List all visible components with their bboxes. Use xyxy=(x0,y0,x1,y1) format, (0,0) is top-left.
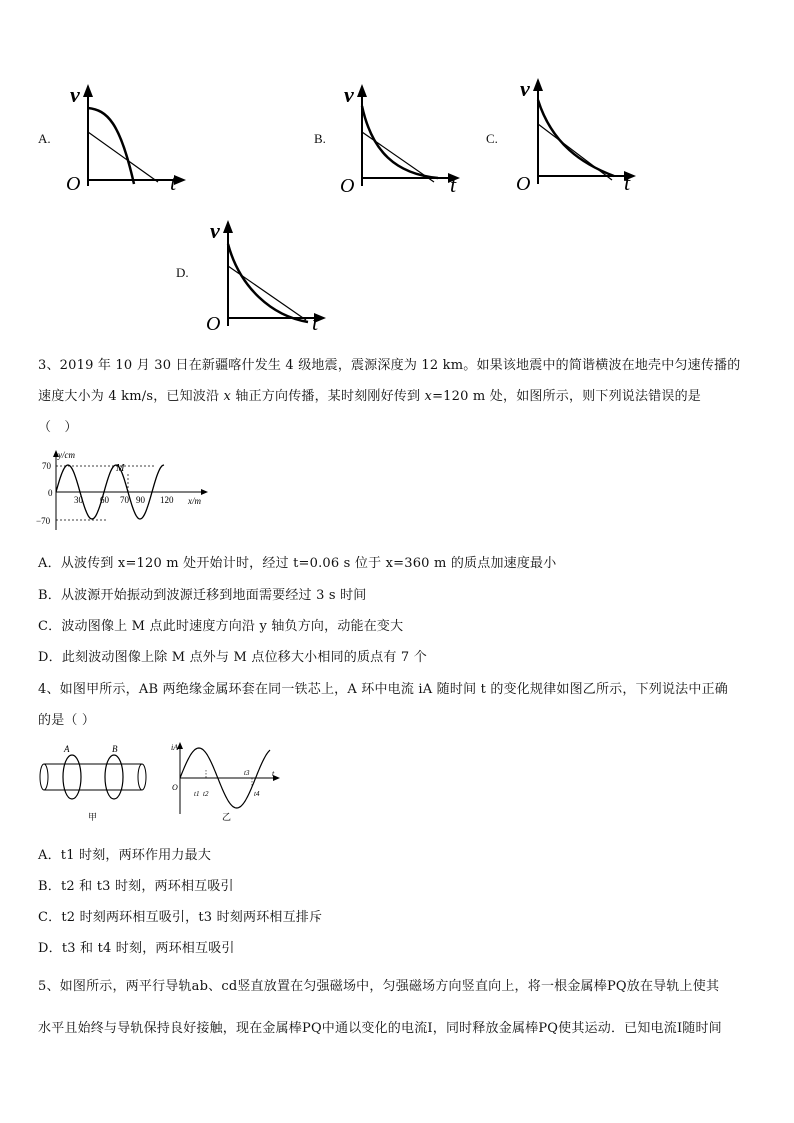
figure-yi-t1: t1 xyxy=(194,790,200,798)
q3-line2: 速度大小为 4 km/s，已知波沿 x 轴正方向传播，某时刻刚好传到 x=120 m 处，如图所示，则下列说法错误的是 xyxy=(38,389,701,404)
q5-line1: 5、如图所示，两平行导轨ab、cd竖直放置在匀强磁场中，匀强磁场方向竖直向上，将一根金属棒PQ放在导轨上使其 xyxy=(38,979,720,994)
wave-tick-120: 120 xyxy=(160,495,174,505)
axis-v-label: v xyxy=(70,82,80,107)
q4-line1: 4、如图甲所示，AB 两绝缘金属环套在同一铁芯上，A 环中电流 iA 随时间 t 的变化规律如图乙所示，下列说法中正确 xyxy=(38,682,728,697)
figure-yi-t2: t2 xyxy=(203,790,209,798)
origin-label: O xyxy=(516,173,531,194)
option-a-label: A. xyxy=(38,131,51,146)
figure-yi xyxy=(168,740,284,826)
origin-label: O xyxy=(340,175,355,194)
q4-line2: 的是（ ） xyxy=(38,713,96,728)
option-c-label: C. xyxy=(486,131,498,146)
figure-yi-i-label: iA xyxy=(171,743,179,752)
graph-a xyxy=(62,82,192,194)
wave-y-bottom: −70 xyxy=(36,516,51,526)
figure-yi-t-label: t xyxy=(272,769,275,778)
option-b-label: B. xyxy=(314,131,326,146)
option-d-label: D. xyxy=(176,265,189,280)
wave-tick-90: 90 xyxy=(136,495,145,505)
axis-t-label: t xyxy=(312,310,319,332)
wave-tick-70: 70 xyxy=(120,495,129,505)
q3-line1: 3、2019 年 10 月 30 日在新疆喀什发生 4 级地震，震源深度为 12 km。如果该地震中的简谐横波在地壳中匀速传播的 xyxy=(38,358,741,373)
ring-b-label: B xyxy=(112,744,118,754)
axis-t-label: t xyxy=(624,170,631,194)
axis-v-label: v xyxy=(210,218,220,243)
wave-graph xyxy=(36,446,216,532)
figure-yi-origin: O xyxy=(172,783,178,792)
graph-b xyxy=(336,82,466,194)
axis-t-label: t xyxy=(170,170,177,194)
q4-option-a: A．t1 时刻，两环作用力最大 xyxy=(38,848,212,863)
q3-option-a: A．从波传到 x=120 m 处开始计时，经过 t=0.06 s 位于 x=360 m 的质点加速度最小 xyxy=(38,556,557,571)
axis-t-label: t xyxy=(450,172,457,194)
q5-line2: 水平且始终与导轨保持良好接触，现在金属棒PQ中通以变化的电流I，同时释放金属棒PQ使其运动．已知电流I随时间 xyxy=(38,1021,722,1036)
origin-label: O xyxy=(66,173,81,194)
q4-option-d: D．t3 和 t4 时刻，两环相互吸引 xyxy=(38,941,235,956)
wave-tick-60: 60 xyxy=(100,495,109,505)
q3-option-c: C．波动图像上 M 点此时速度方向沿 y 轴负方向，动能在变大 xyxy=(38,619,404,634)
figure-jia xyxy=(38,740,158,826)
figure-yi-t4: t4 xyxy=(254,790,260,798)
wave-y-label: y/cm xyxy=(58,450,75,460)
q3-option-b: B．从波源开始振动到波源迁移到地面需要经过 3 s 时间 xyxy=(38,588,367,603)
q3-paren: （ ） xyxy=(38,420,78,435)
q4-option-c: C．t2 时刻两环相互吸引，t3 时刻两环相互排斥 xyxy=(38,910,323,925)
origin-label: O xyxy=(206,313,221,332)
figure-yi-t3: t3 xyxy=(244,769,250,777)
wave-m-label: M xyxy=(116,463,125,474)
wave-y-top: 70 xyxy=(42,461,51,471)
figure-yi-caption: 乙 xyxy=(222,812,232,822)
graph-c xyxy=(512,74,642,194)
q3-option-d: D．此刻波动图像上除 M 点外与 M 点位移大小相同的质点有 7 个 xyxy=(38,650,427,665)
wave-y-zero: 0 xyxy=(48,488,53,498)
wave-tick-30: 30 xyxy=(74,495,83,505)
wave-x-label: x/m xyxy=(188,496,201,506)
graph-d xyxy=(202,218,332,332)
q4-option-b: B．t2 和 t3 时刻，两环相互吸引 xyxy=(38,879,234,894)
ring-a-label: A xyxy=(64,744,70,754)
figure-jia-caption: 甲 xyxy=(88,812,98,822)
axis-v-label: v xyxy=(344,82,354,107)
axis-v-label: v xyxy=(520,76,530,101)
